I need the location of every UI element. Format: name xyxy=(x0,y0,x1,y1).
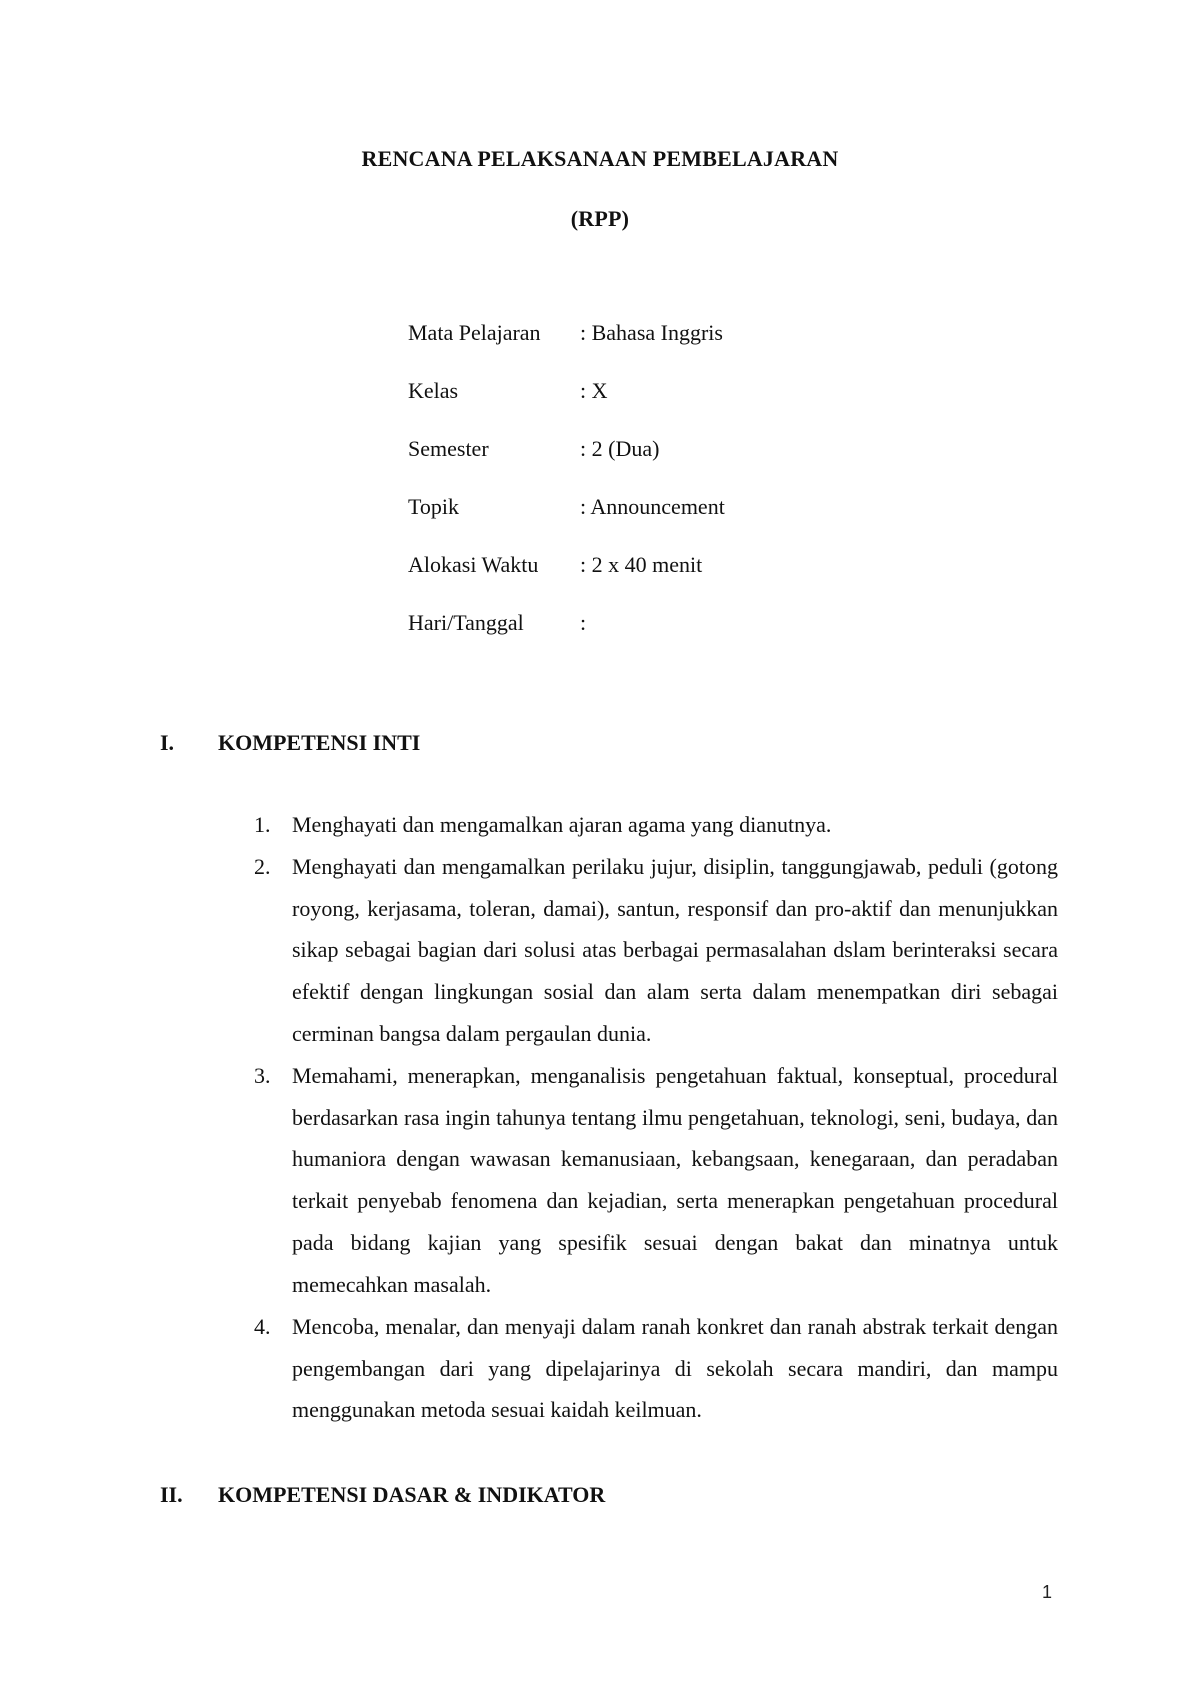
list-item xyxy=(250,846,1058,1055)
list-item-number: 1. xyxy=(254,812,271,837)
meta-row-semester xyxy=(408,436,659,466)
list-item-text: Memahami, menerapkan, menganalisis pengetahuan faktual, konseptual, procedural berdasarkan rasa ingin tahunya tentang ilmu pengetahuan, teknologi, seni, budaya, dan humaniora dengan wawasan kemanusiaan, kebangsaan, kenegaraan, dan peradaban terkait penyebab fenomena dan kejadian, serta menerapkan pengetahuan procedural pada bidang kajian yang spesifik sesuai dengan bakat dan minatnya untuk memecahkan masalah. xyxy=(292,1063,1058,1297)
section-number: I. xyxy=(160,730,175,755)
meta-label: Hari/Tanggal xyxy=(408,610,524,635)
list-item-text: Menghayati dan mengamalkan perilaku jujur, disiplin, tanggungjawab, peduli (gotong royong, kerjasama, toleran, damai), santun, responsif dan pro-aktif dan menunjukkan sikap sebagai bagian dari solusi atas berbagai permasalahan dslam berinteraksi secara efektif dengan lingkungan sosial dan alam serta dalam menempatkan diri sebagai cerminan bangsa dalam pergaulan dunia. xyxy=(292,854,1058,1046)
list-item xyxy=(250,1055,1058,1305)
meta-row-time xyxy=(408,552,702,582)
meta-row-subject xyxy=(408,320,723,350)
meta-label: Alokasi Waktu xyxy=(408,552,539,577)
meta-row-class xyxy=(408,378,608,408)
meta-value: : 2 (Dua) xyxy=(580,436,660,461)
section-number: II. xyxy=(160,1482,183,1507)
page-number: 1 xyxy=(1042,1582,1053,1602)
list-item-number: 3. xyxy=(254,1063,271,1088)
list-item-text: Mencoba, menalar, dan menyaji dalam ranah konkret dan ranah abstrak terkait dengan pengembangan dari yang dipelajarinya di sekolah secara mandiri, dan mampu menggunakan metoda sesuai kaidah keilmuan. xyxy=(292,1314,1058,1423)
meta-value: : Announcement xyxy=(580,494,725,519)
list-item-number: 2. xyxy=(254,854,271,879)
meta-value: : X xyxy=(580,378,608,403)
meta-value: : 2 x 40 menit xyxy=(580,552,703,577)
list-item xyxy=(250,1306,1058,1431)
meta-label: Semester xyxy=(408,436,489,461)
meta-row-date xyxy=(408,610,586,640)
meta-label: Topik xyxy=(408,494,460,519)
meta-value: : xyxy=(580,610,587,635)
section-heading-kompetensi-inti xyxy=(160,730,420,756)
meta-row-topic xyxy=(408,494,725,524)
list-item-number: 4. xyxy=(254,1314,271,1339)
list-item-text: Menghayati dan mengamalkan ajaran agama yang dianutnya. xyxy=(292,812,832,837)
section-title: KOMPETENSI INTI xyxy=(218,730,421,755)
meta-value: : Bahasa Inggris xyxy=(580,320,723,345)
meta-label: Mata Pelajaran xyxy=(408,320,541,345)
meta-label: Kelas xyxy=(408,378,459,403)
section-title: KOMPETENSI DASAR & INDIKATOR xyxy=(218,1482,606,1507)
document-subtitle: (RPP) xyxy=(570,206,630,231)
section-heading-kompetensi-dasar xyxy=(160,1482,605,1508)
list-item xyxy=(250,804,1058,846)
document-title: RENCANA PELAKSANAAN PEMBELAJARAN xyxy=(361,146,839,171)
